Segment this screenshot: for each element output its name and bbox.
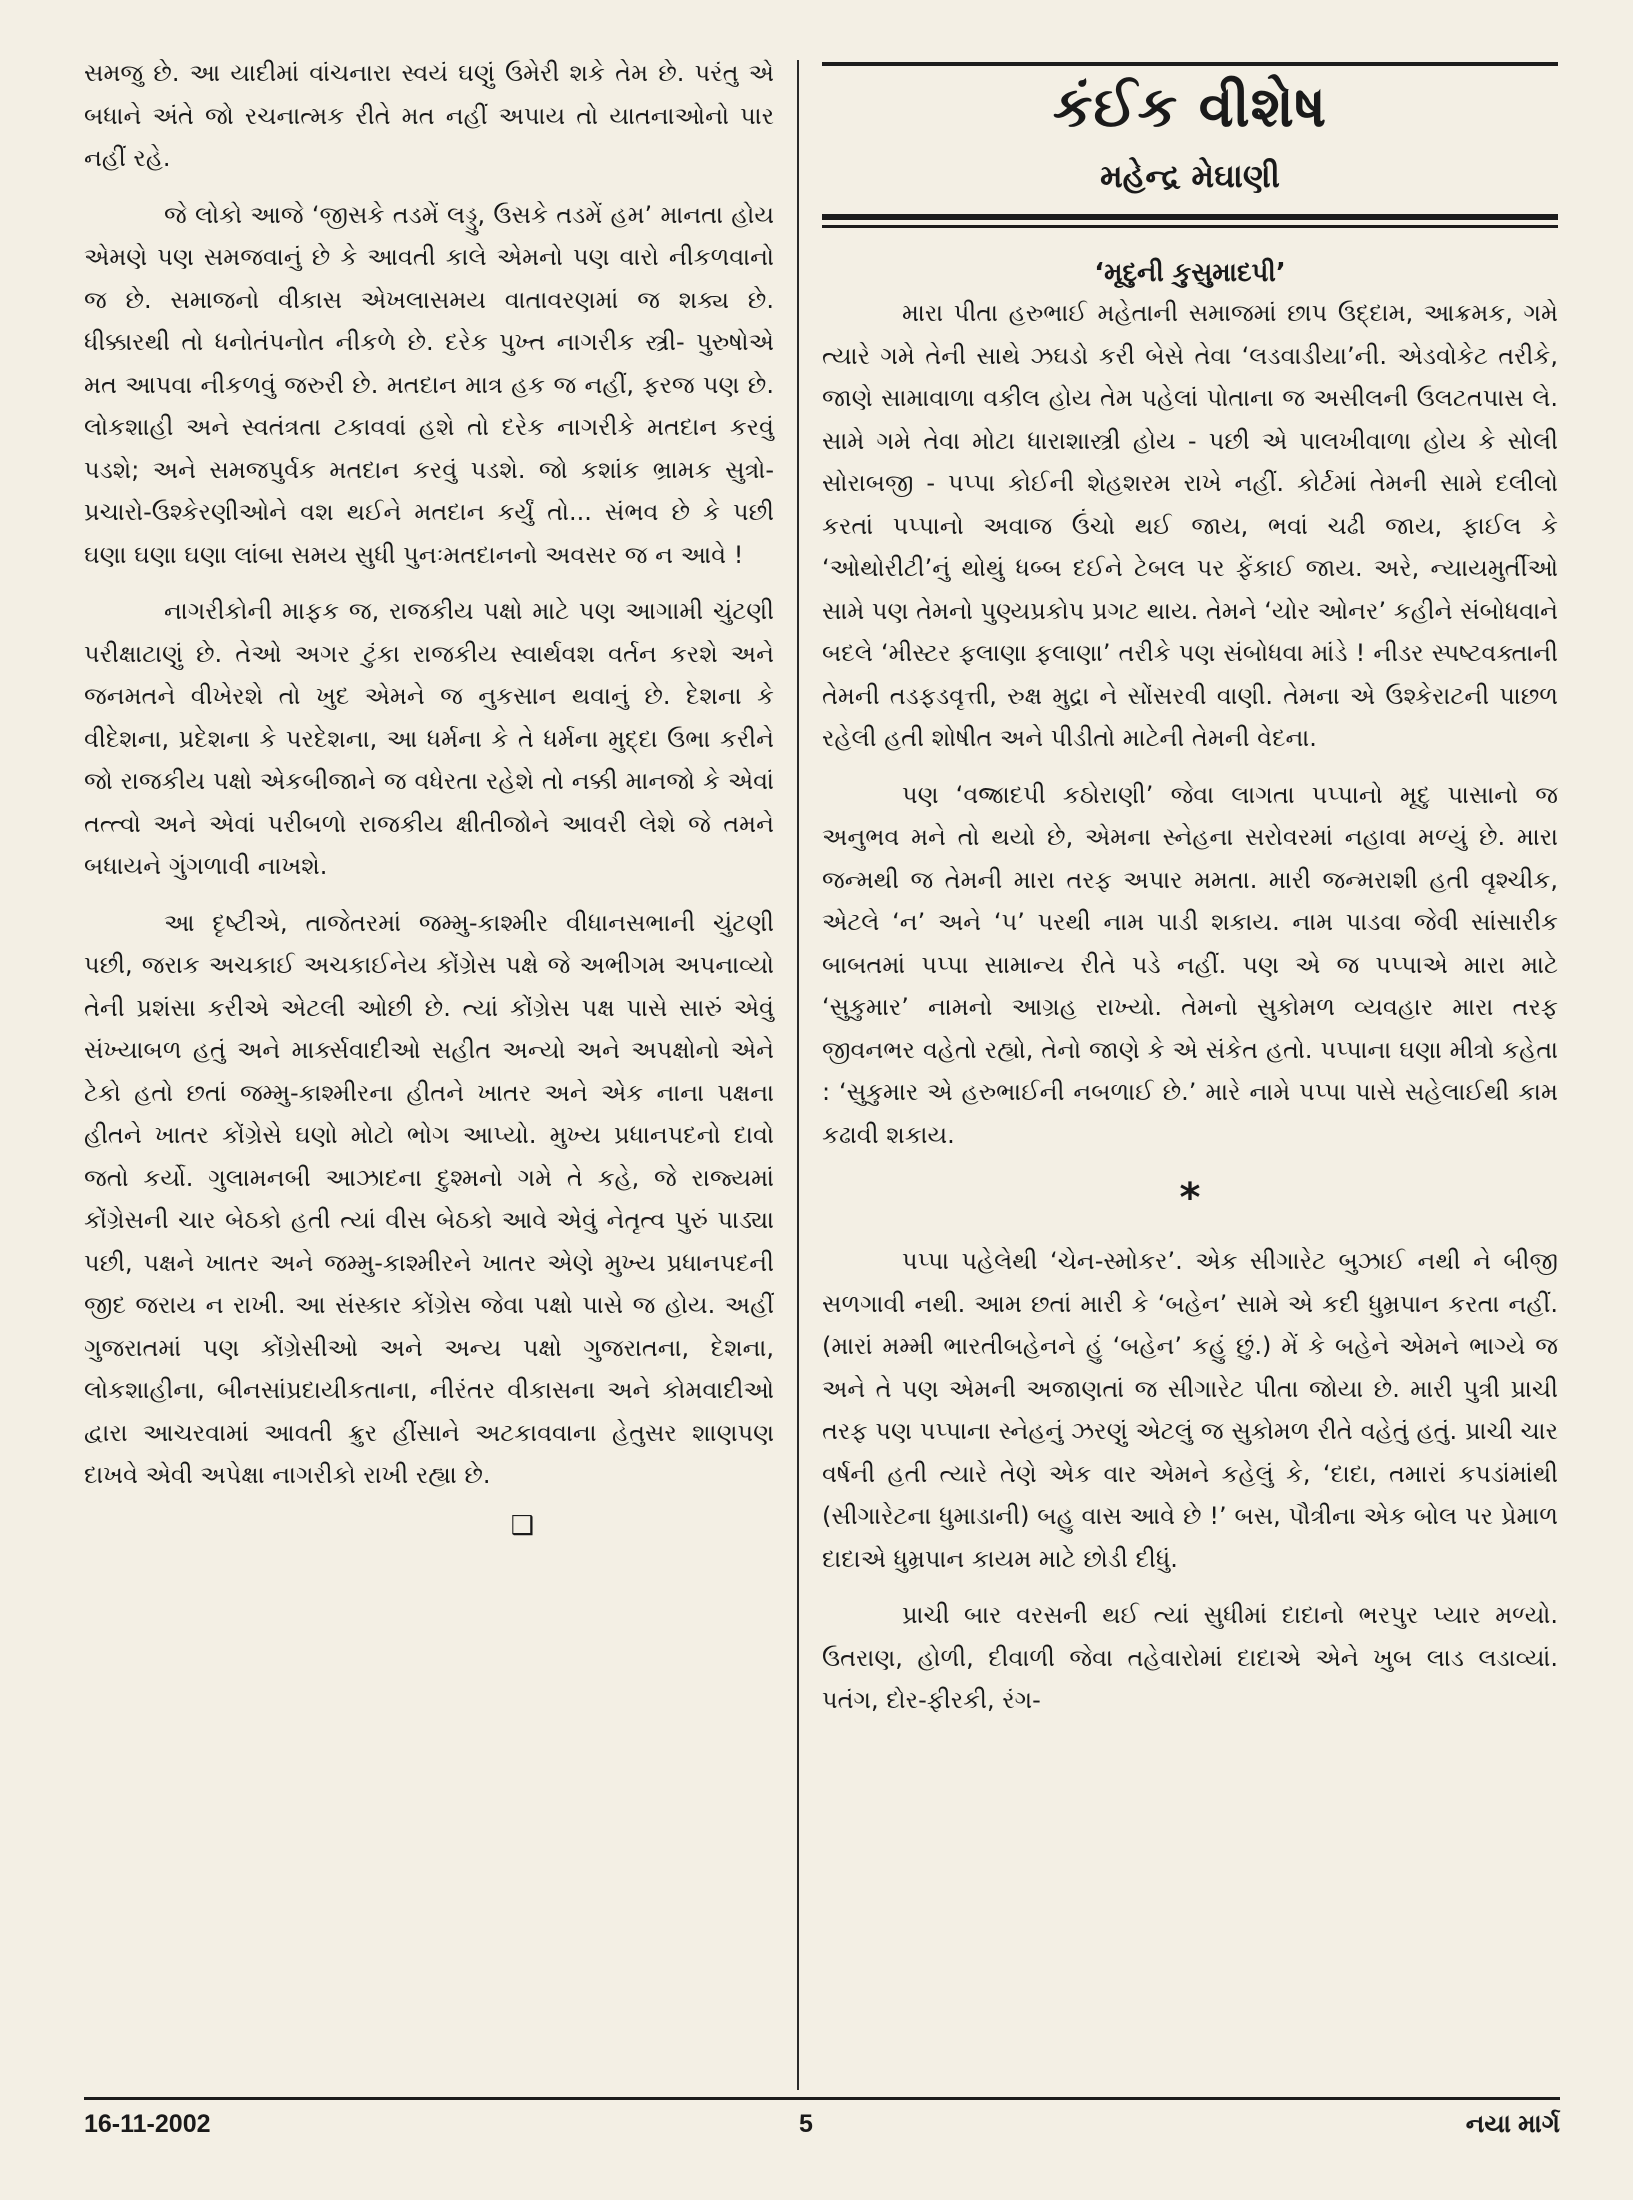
page-number: 5	[799, 2110, 813, 2138]
left-paragraph-1: સમજુ છે. આ યાદીમાં વાંચનારા સ્વયં ઘણું ઉમેરી શકે તેમ છે. પરંતુ એ બધાને અંતે જો રચનાત્મક રીતે મત નહીં અપાય તો યાતનાઓનો પાર નહીં રહે.	[84, 59, 774, 172]
issue-date: 16-11-2002	[84, 2110, 211, 2138]
left-paragraph-3: નાગરીકોની માફક જ, રાજકીય પક્ષો માટે પણ આગામી ચુંટણી પરીક્ષાટાણું છે. તેઓ અગર ટુંકા રાજકીય સ્વાર્થવશ વર્તન કરશે અને જનમતને વીખેરશે તો ખુદ એમને જ નુકસાન થવાનું છે. દેશના કે વીદેશના, પ્રદેશના કે પરદેશના, આ ધર્મના કે તે ધર્મના મુદ્દા ઉભા કરીને જો રાજકીય પક્ષો એકબીજાને જ વધેરતા રહેશે તો નક્કી માનજો કે એવાં તત્ત્વો અને એવાં પરીબળો રાજકીય ક્ષીતીજોને આવરી લેશે જે તમને બધાયને ગુંગળાવી નાખશે.	[84, 597, 774, 880]
right-paragraph-4: પ્રાચી બાર વરસની થઈ ત્યાં સુધીમાં દાદાનો ભરપુર પ્યાર મળ્યો. ઉતરાણ, હોળી, દીવાળી જેવા તહેવારોમાં દાદાએ એને ખુબ લાડ લડાવ્યાં. પતંગ, દોર-ફીરકી, રંગ-	[822, 1601, 1558, 1714]
article-end-mark: ❑	[510, 1510, 534, 1541]
section-title: કંઈક વીશેષ	[1052, 75, 1328, 140]
section-separator: *	[1179, 1175, 1201, 1221]
title-bottom-rule	[822, 214, 1558, 228]
right-paragraph-1: મારા પીતા હરુભાઈ મહેતાની સમાજમાં છાપ ઉદ્દામ, આક્રમક, ગમે ત્યારે ગમે તેની સાથે ઝઘડો કરી બેસે તેવા ‘લડવાડીયા’ની. એડવોકેટ તરીકે, જાણે સામાવાળા વકીલ હોય તેમ પહેલાં પોતાના જ અસીલની ઉલટતપાસ લે. સામે ગમે તેવા મોટા ધારાશાસ્ત્રી હોય - પછી એ પાલખીવાળા હોય કે સોલી સોરાબજી - પપ્પા કોઈની શેહશરમ રાખે નહીં. કોર્ટમાં તેમની સામે દલીલો કરતાં પપ્પાનો અવાજ ઉંચો થઈ જાય, ભવાં ચઢી જાય, ફાઈલ કે ‘ઓથોરીટી’નું થોથું ધબ્બ દઈને ટેબલ પર ફેંકાઈ જાય. અરે, ન્યાયમુર્તીઓ સામે પણ તેમનો પુણ્યપ્રકોપ પ્રગટ થાય. તેમને ‘યોર ઓનર’ કહીને સંબોધવાને બદલે ‘મીસ્ટર ફલાણા ફલાણા’ તરીકે પણ સંબોધવા માંડે ! નીડર સ્પષ્ટવક્તાની તેમની તડફડવૃત્તી, રુક્ષ મુદ્રા ને સોંસરવી વાણી. તેમના એ ઉશ્કેરાટની પાછળ રહેલી હતી શોષીત અને પીડીતો માટેની તેમની વેદના.	[822, 299, 1558, 752]
right-paragraph-2: પણ ‘વજ્રાદપી કઠોરાણી’ જેવા લાગતા પપ્પાનો મૃદુ પાસાનો જ અનુભવ મને તો થયો છે, એમના સ્નેહના સરોવરમાં નહાવા મળ્યું છે. મારા જન્મથી જ તેમની મારા તરફ અપાર મમતા. મારી જન્મરાશી હતી વૃશ્ચીક, એટલે ‘ન’ અને ‘૫’ પરથી નામ પાડી શકાય. નામ પાડવા જેવી સાંસારીક બાબતમાં પપ્પા સામાન્ય રીતે પડે નહીં. પણ એ જ પપ્પાએ મારા માટે ‘સુકુમાર’ નામનો આગ્રહ રાખ્યો. તેમનો સુકોમળ વ્યવહાર મારા તરફ જીવનભર વહેતો રહ્યો, તેનો જાણે કે એ સંકેત હતો. પપ્પાના ઘણા મીત્રો કહેતા : ‘સુકુમાર એ હરુભાઈની નબળાઈ છે.’ મારે નામે પપ્પા પાસે સહેલાઈથી કામ કઢાવી શકાય.	[822, 780, 1558, 1149]
title-top-rule	[822, 62, 1558, 66]
footer-rule	[84, 2097, 1560, 2100]
left-paragraph-2: જે લોકો આજે ‘જીસકે તડમેં લડ્ડુ, ઉસકે તડમેં હમ’ માનતા હોય એમણે પણ સમજવાનું છે કે આવતી કાલે એમનો પણ વારો નીકળવાનો જ છે. સમાજનો વીકાસ એખલાસમય વાતાવરણમાં જ શક્ય છે. ધીક્કારથી તો ધનોતંપનોત નીકળે છે. દરેક પુખ્ત નાગરીક સ્ત્રી- પુરુષોએ મત આપવા નીકળવું જરુરી છે. મતદાન માત્ર હક જ નહીં, ફરજ પણ છે. લોકશાહી અને સ્વતંત્રતા ટકાવવાં હશે તો દરેક નાગરીકે મતદાન કરવું પડશે; અને સમજપુર્વક મતદાન કરવું પડશે. જો કશાંક ભ્રામક સુત્રો-પ્રચારો-ઉશ્કેરણીઓને વશ થઈને મતદાન કર્યું તો... સંભવ છે કે પછી ઘણા ઘણા ઘણા લાંબા સમય સુધી પુનઃમતદાનનો અવસર જ ન આવે !	[84, 200, 774, 569]
magazine-name: નયા માર્ગ	[1465, 2110, 1560, 2138]
right-paragraph-3: પપ્પા પહેલેથી ‘ચેન-સ્મોકર’. એક સીગારેટ બુઝાઈ નથી ને બીજી સળગાવી નથી. આમ છતાં મારી કે ‘બહેન’ સામે એ કદી ધુમ્રપાન કરતા નહીં. (મારાં મમ્મી ભારતીબહેનને હું ‘બહેન’ કહું છું.) મેં કે બહેને એમને ભાગ્યે જ અને તે પણ એમની અજાણતાં જ સીગારેટ પીતા જોયા છે. મારી પુત્રી પ્રાચી તરફ પણ પપ્પાના સ્નેહનું ઝરણું એટલું જ સુકોમળ રીતે વહેતું હતું. પ્રાચી ચાર વર્ષની હતી ત્યારે તેણે એક વાર એમને કહેલું કે, ‘દાદા, તમારાં કપડાંમાંથી (સીગારેટના ધુમાડાની) બહુ વાસ આવે છે !’ બસ, પૌત્રીના એક બોલ પર પ્રેમાળ દાદાએ ધુમ્રપાન કાયમ માટે છોડી દીધું.	[822, 1247, 1558, 1573]
article-subtitle: ‘મૃદુની કુસુમાદપી’	[1094, 258, 1286, 288]
column-divider	[797, 60, 799, 2090]
page-footer	[84, 2110, 1560, 2150]
author-name: મહેન્દ્ર મેઘાણી	[1100, 157, 1280, 195]
left-paragraph-4: આ દૃષ્ટીએ, તાજેતરમાં જમ્મુ-કાશ્મીર વીધાનસભાની ચુંટણી પછી, જરાક અચકાઈ અચકાઈનેય કોંગ્રેસ પક્ષે જે અભીગમ અપનાવ્યો તેની પ્રશંસા કરીએ એટલી ઓછી છે. ત્યાં કોંગ્રેસ પક્ષ પાસે સારું એવું સંખ્યાબળ હતું અને માર્ક્સવાદીઓ સહીત અન્યો અને અપક્ષોનો એને ટેકો હતો છતાં જમ્મુ-કાશ્મીરના હીતને ખાતર અને એક નાના પક્ષના હીતને ખાતર કોંગ્રેસે ઘણો મોટો ભોગ આપ્યો. મુખ્ય પ્રધાનપદનો દાવો જતો કર્યો. ગુલામનબી આઝાદના દુશ્મનો ગમે તે કહે, જે રાજ્યમાં કોંગ્રેસની ચાર બેઠકો હતી ત્યાં વીસ બેઠકો આવે એવું નેતૃત્વ પુરું પાડ્યા પછી, પક્ષને ખાતર અને જમ્મુ-કાશ્મીરને ખાતર એણે મુખ્ય પ્રધાનપદની જીદ જરાય ન રાખી. આ સંસ્કાર કોંગ્રેસ જેવા પક્ષો પાસે જ હોય. અહીં ગુજરાતમાં પણ કોંગ્રેસીઓ અને અન્ય પક્ષો ગુજરાતના, દેશના, લોકશાહીના, બીનસાંપ્રદાયીકતાના, નીરંતર વીકાસના અને કોમવાદીઓ દ્વારા આચરવામાં આવતી ક્રુર હીંસાને અટકાવવાના હેતુસર શાણપણ દાખવે એવી અપેક્ષા નાગરીકો રાખી રહ્યા છે.	[84, 908, 774, 1489]
right-column	[822, 62, 1558, 1736]
left-column	[84, 52, 774, 1541]
